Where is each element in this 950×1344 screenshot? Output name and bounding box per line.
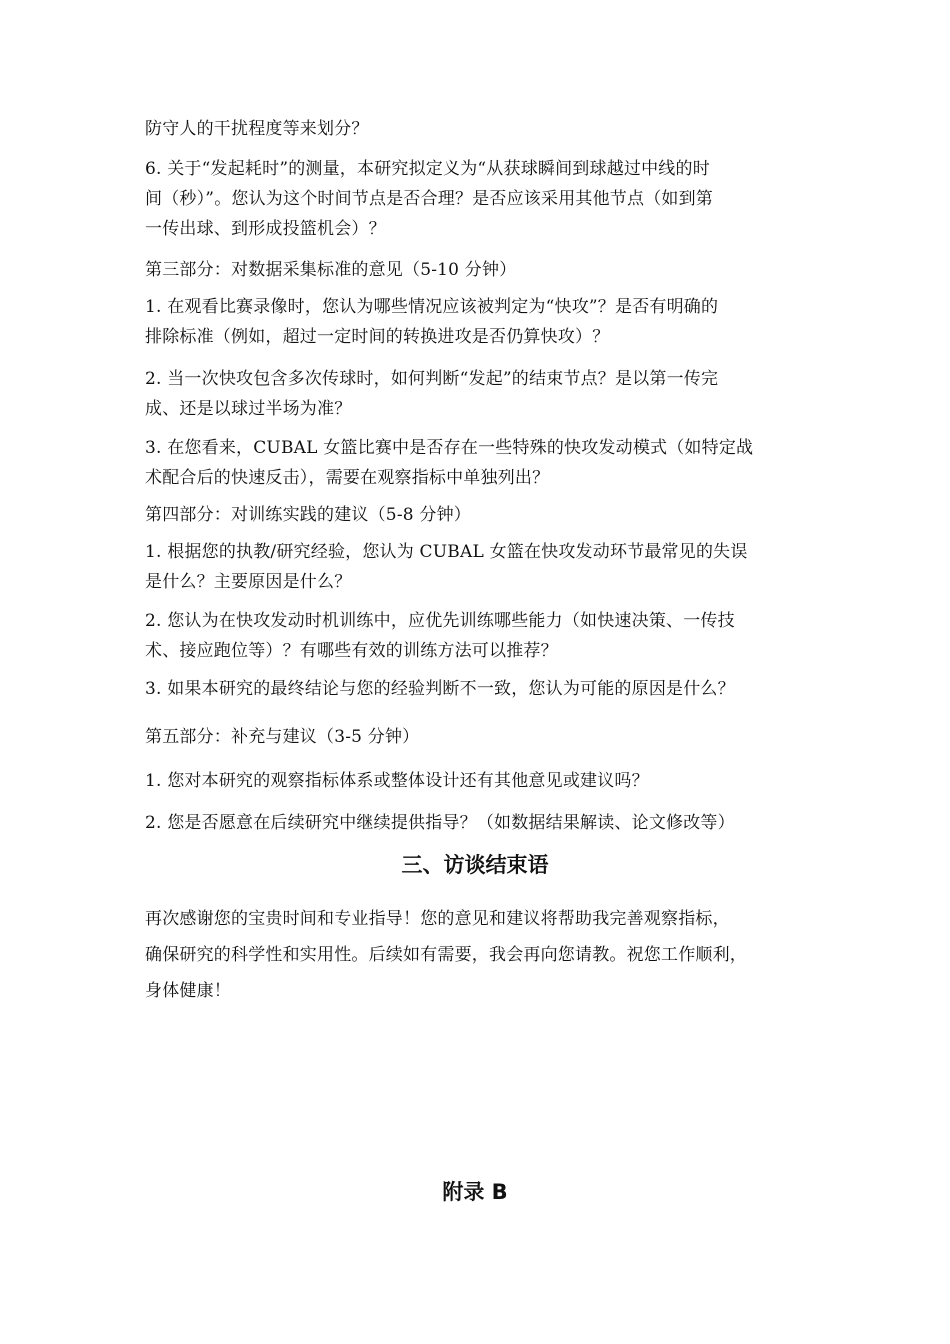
part3-question-2-line-1: 2. 当一次快攻包含多次传球时，如何判断“发起”的结束节点？是以第一传完 — [145, 369, 719, 389]
part4-question-2-line-2: 术、接应跑位等）？有哪些有效的训练方法可以推荐？ — [145, 641, 558, 661]
closing-paragraph-line-3: 身体健康！ — [145, 981, 231, 1001]
closing-paragraph-line-1: 再次感谢您的宝贵时间和专业指导！您的意见和建议将帮助我完善观察指标， — [145, 909, 730, 929]
part5-title: 第五部分：补充与建议（3-5 分钟） — [145, 727, 420, 747]
closing-paragraph — [145, 901, 817, 1009]
part3-question-1-line-1: 1. 在观看比赛录像时，您认为哪些情况应该被判定为“快攻”？是否有明确的 — [145, 297, 719, 317]
part4-title: 第四部分：对训练实践的建议（5-8 分钟） — [145, 505, 471, 525]
closing-paragraph-line-2: 确保研究的科学性和实用性。后续如有需要，我会再向您请教。祝您工作顺利， — [145, 945, 747, 965]
part3-question-3-line-1: 3. 在您看来，CUBAL 女篮比赛中是否存在一些特殊的快攻发动模式（如特定战 — [145, 438, 754, 458]
section3-heading: 三、访谈结束语 — [401, 853, 549, 877]
part3-question-3 — [145, 433, 817, 493]
part3-question-3-line-2: 术配合后的快速反击），需要在观察指标中单独列出？ — [145, 468, 550, 488]
part3-question-2 — [145, 364, 817, 424]
question-6 — [145, 154, 817, 244]
part4-question-2-line-1: 2. 您认为在快攻发动时机训练中，应优先训练哪些能力（如快速决策、一传技 — [145, 611, 735, 631]
part3-question-1-line-2: 排除标准（例如，超过一定时间的转换进攻是否仍算快攻）？ — [145, 327, 610, 347]
question-6-line-3: 一传出球、到形成投篮机会）？ — [145, 219, 386, 239]
part5-question-2: 2. 您是否愿意在后续研究中继续提供指导？（如数据结果解读、论文修改等） — [145, 813, 735, 833]
question-6-line-2: 间（秒）”。您认为这个时间节点是否合理？是否应该采用其他节点（如到第 — [145, 189, 713, 209]
part4-question-2 — [145, 606, 817, 666]
part4-question-1 — [145, 537, 817, 597]
question-6-line-1: 6. 关于“发起耗时”的测量，本研究拟定义为“从获球瞬间到球越过中线的时 — [145, 159, 710, 179]
part4-question-1-line-2: 是什么？主要原因是什么？ — [145, 572, 352, 592]
part3-title: 第三部分：对数据采集标准的意见（5-10 分钟） — [145, 260, 517, 280]
part5-question-1: 1. 您对本研究的观察指标体系或整体设计还有其他意见或建议吗？ — [145, 771, 649, 791]
part3-question-2-line-2: 成、还是以球过半场为准？ — [145, 399, 352, 419]
appendix-heading: 附录 B — [442, 1180, 508, 1204]
part3-question-1 — [145, 292, 817, 352]
part4-question-1-line-1: 1. 根据您的执教/研究经验，您认为 CUBAL 女篮在快攻发动环节最常见的失误 — [145, 542, 748, 562]
part4-question-3: 3. 如果本研究的最终结论与您的经验判断不一致，您认为可能的原因是什么？ — [145, 679, 735, 699]
intro-tail-text: 防守人的干扰程度等来划分？ — [145, 119, 369, 139]
